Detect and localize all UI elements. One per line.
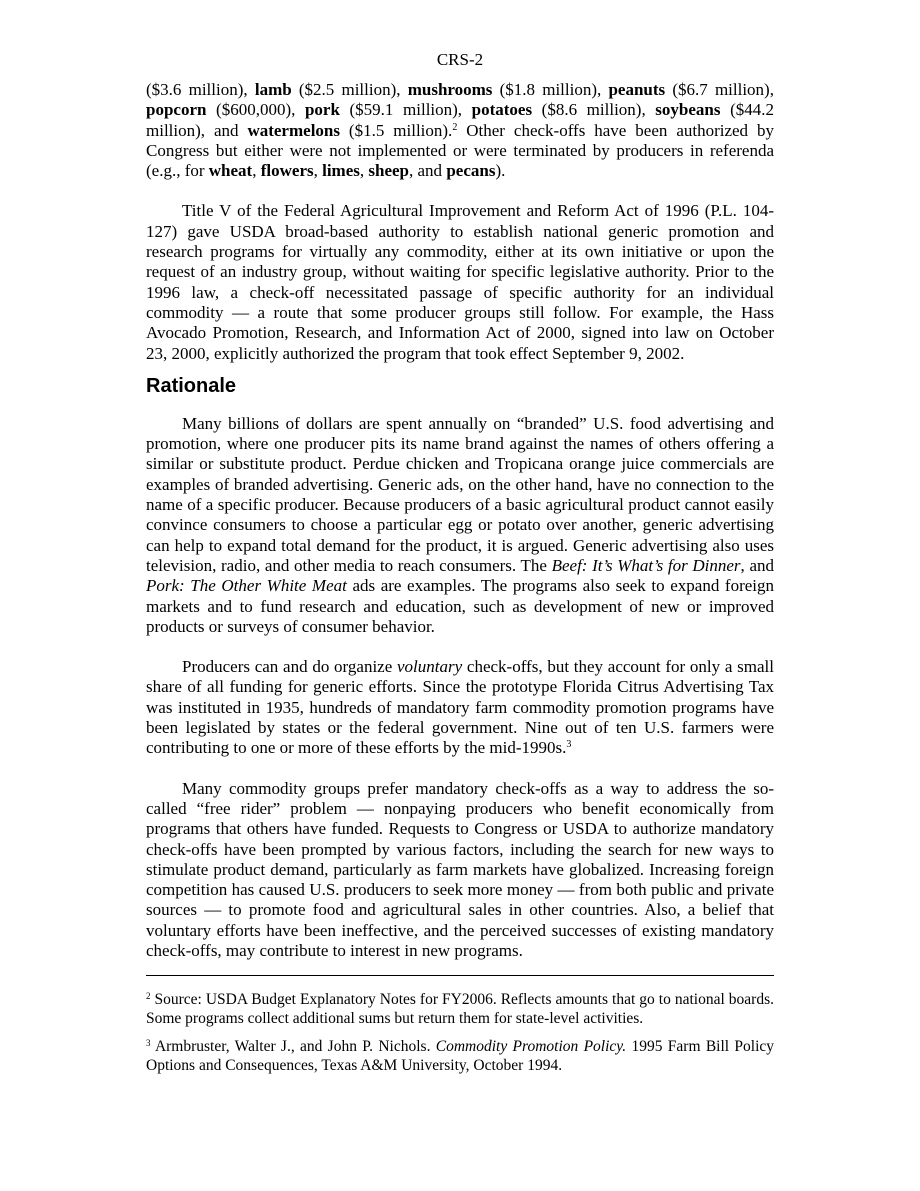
paragraph-commodity-list: ($3.6 million), lamb ($2.5 million), mushrooms ($1.8 million), peanuts ($6.7 million), popcorn ($600,000), pork ($59.1 million), potatoes ($8.6 million), soybeans ($44.2 million), and watermelons ($1.5 million).$^2$ Other check-offs have been authorized by Congress but either were not implemented or were terminated by producers in referenda (e.g., for wheat, flowers, limes, sheep, and pecans).: [146, 80, 774, 181]
paragraph-mandatory-checkoffs: Many commodity groups prefer mandatory check-offs as a way to address the so-called “free rider” problem — nonpaying producers who benefit economically from programs that others have funded. Requests to Congress or USDA to authorize mandatory check-offs have been prompted by various factors, including the search for new ways to stimulate product demand, particularly as farm markets have globalized. Increasing foreign competition has caused U.S. producers to seek more money — from both public and private sources — to promote food and agricultural sales in other countries. Also, a belief that voluntary efforts have been ineffective, and the perceived successes of existing mandatory check-offs, may contribute to interest in new programs.: [146, 778, 774, 960]
footnote-2: $^2$ Source: USDA Budget Explanatory Notes for FY2006. Reflects amounts that go to national boards. Some programs collect additional sums but return them for state-level activities.: [146, 991, 774, 1028]
document-page: [146, 50, 774, 1084]
paragraph-voluntary-checkoffs: Producers can and do organize voluntary check-offs, but they account for only a small share of all funding for generic efforts. Since the prototype Florida Citrus Advertising Tax was instituted in 1935, hundreds of mandatory farm commodity promotion programs have been legislated by states or the federal government. Nine out of ten U.S. farmers were contributing to one or more of these efforts by the mid-1990s.$^3$: [146, 657, 774, 758]
footnote-3: $^3$ Armbruster, Walter J., and John P. Nichols. Commodity Promotion Policy. 1995 Farm Bill Policy Options and Consequences, Texas A&M University, October 1994.: [146, 1038, 774, 1075]
section-heading-rationale: Rationale: [146, 374, 237, 397]
footnote-ref-3[interactable]: 3: [566, 739, 572, 751]
paragraph-title-v: Title V of the Federal Agricultural Improvement and Reform Act of 1996 (P.L. 104-127) gave USDA broad-based authority to establish national generic promotion and research programs for virtually any commodity, either at its own initiative or upon the request of an industry group, without waiting for specific legislative authority. Prior to the 1996 law, a check-off necessitated passage of specific authority for an individual commodity — a route that some producer groups still follow. For example, the Hass Avocado Promotion, Research, and Information Act of 2000, signed into law on October 23, 2000, explicitly authorized the program that took effect September 9, 2002.: [146, 201, 774, 363]
paragraph-branded-advertising: Many billions of dollars are spent annually on “branded” U.S. food advertising and promotion, where one producer pits its name brand against the names of others offering a similar or substitute product. Perdue chicken and Tropicana orange juice commercials are examples of branded advertising. Generic ads, on the other hand, have no connection to the name of a specific producer. Because producers of a basic agricultural product cannot easily convince consumers to choose a particular egg or potato over another, generic advertising can help to expand total demand for the product, it is argued. Generic advertising also uses television, radio, and other media to reach consumers. The Beef: It’s What’s for Dinner, and Pork: The Other White Meat ads are examples. The programs also seek to expand foreign markets and to fund research and education, such as development of new or improved products or surveys of consumer behavior.: [146, 413, 775, 636]
footnote-divider: [146, 975, 774, 976]
footnote-ref-2[interactable]: 2: [452, 121, 458, 133]
page-header: CRS-2: [436, 50, 484, 69]
